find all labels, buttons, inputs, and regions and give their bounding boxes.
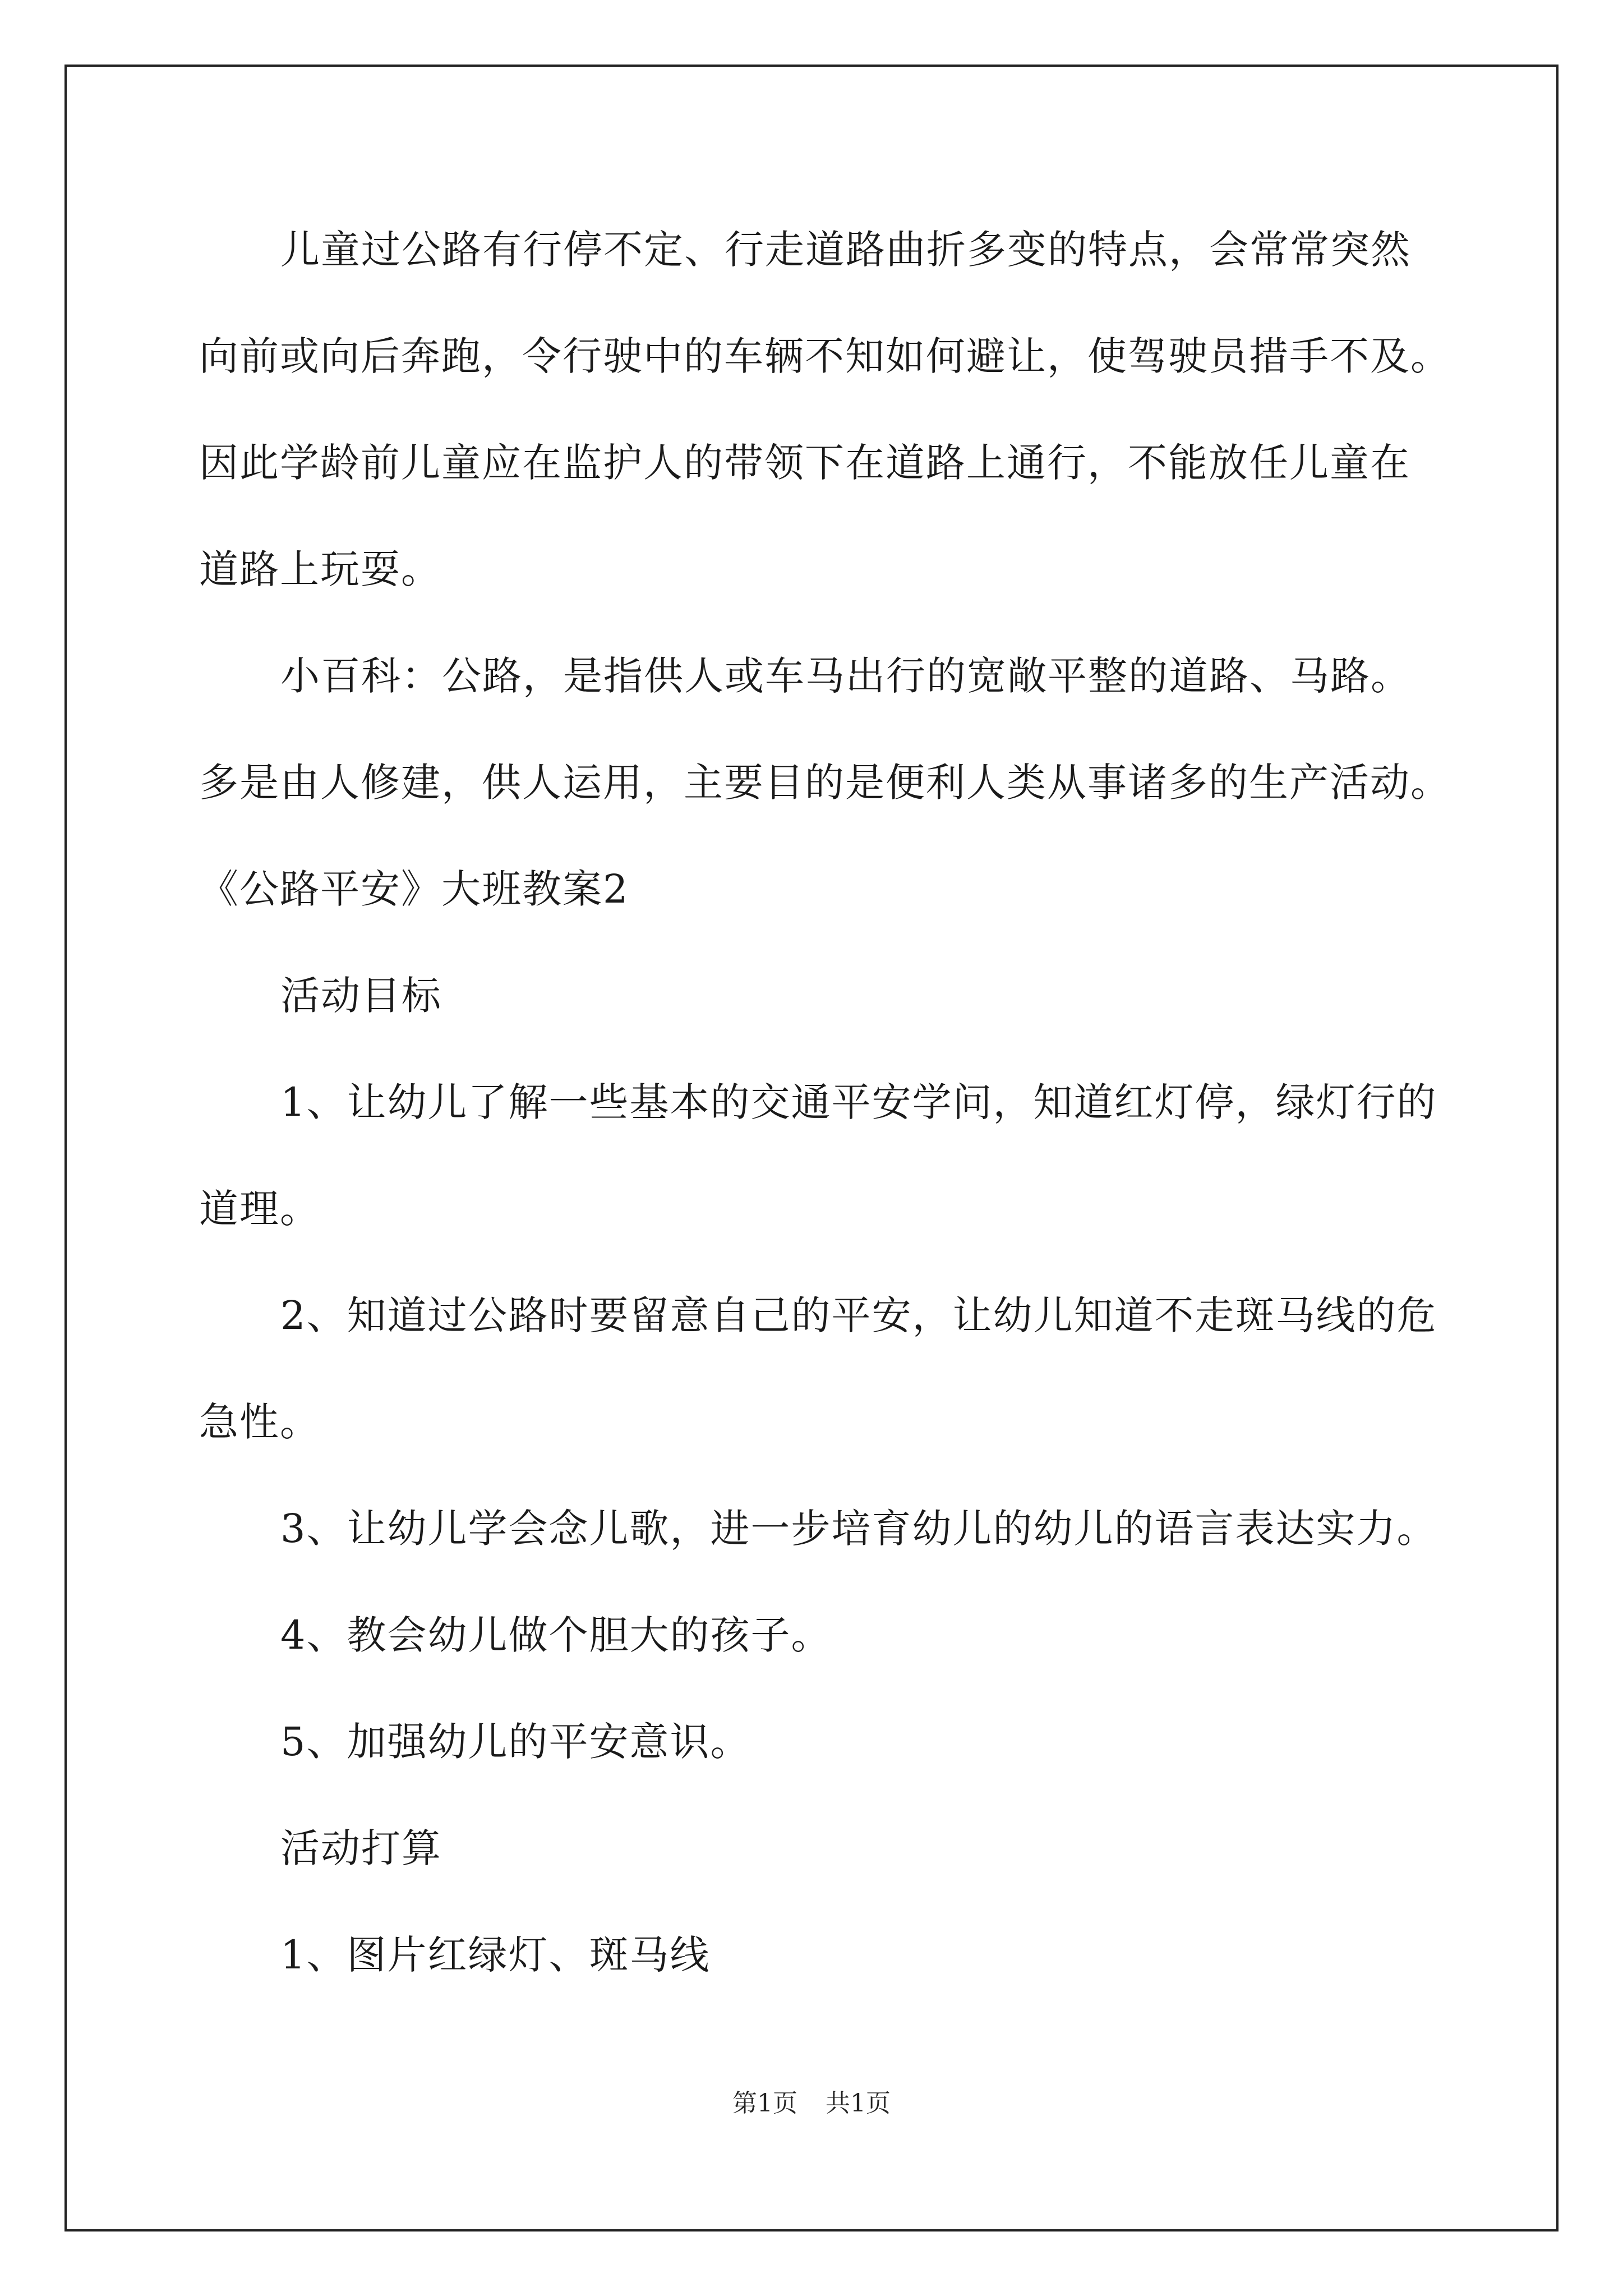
paragraph-line: 多是由人修建，供人运用，主要目的是便利人类从事诸多的生产活动。	[199, 760, 1451, 806]
list-item-continuation: 急性。	[199, 1399, 320, 1445]
section-title: 《公路平安》大班教案2	[199, 866, 629, 912]
section-heading: 活动打算	[280, 1825, 442, 1871]
list-item: 3、让幼儿学会念儿歌，进一步培育幼儿的幼儿的语言表达实力。	[280, 1506, 1437, 1552]
paragraph-line: 小百科：公路，是指供人或车马出行的宽敞平整的道路、马路。	[280, 653, 1411, 699]
current-page-number: 第1页	[732, 2089, 797, 2118]
paragraph-line: 儿童过公路有行停不定、行走道路曲折多变的特点，会常常突然	[280, 227, 1411, 273]
list-item: 1、让幼儿了解一些基本的交通平安学问，知道红灯停，绿灯行的	[280, 1079, 1437, 1125]
paragraph-line: 因此学龄前儿童应在监护人的带领下在道路上通行，不能放任儿童在	[199, 440, 1410, 486]
total-page-count: 共1页	[826, 2089, 891, 2118]
paragraph-line: 向前或向后奔跑，令行驶中的车辆不知如何避让，使驾驶员措手不及。	[199, 333, 1451, 379]
list-item: 4、教会幼儿做个胆大的孩子。	[280, 1612, 832, 1658]
list-item: 1、图片红绿灯、斑马线	[280, 1932, 711, 1978]
list-item-continuation: 道理。	[199, 1186, 320, 1232]
list-item: 5、加强幼儿的平安意识。	[280, 1719, 751, 1765]
page-frame	[64, 65, 1559, 2231]
page-footer	[0, 2087, 1623, 2120]
paragraph-line: 道路上玩耍。	[199, 546, 441, 592]
section-heading: 活动目标	[280, 973, 442, 1019]
list-item: 2、知道过公路时要留意自己的平安，让幼儿知道不走斑马线的危	[280, 1292, 1437, 1338]
